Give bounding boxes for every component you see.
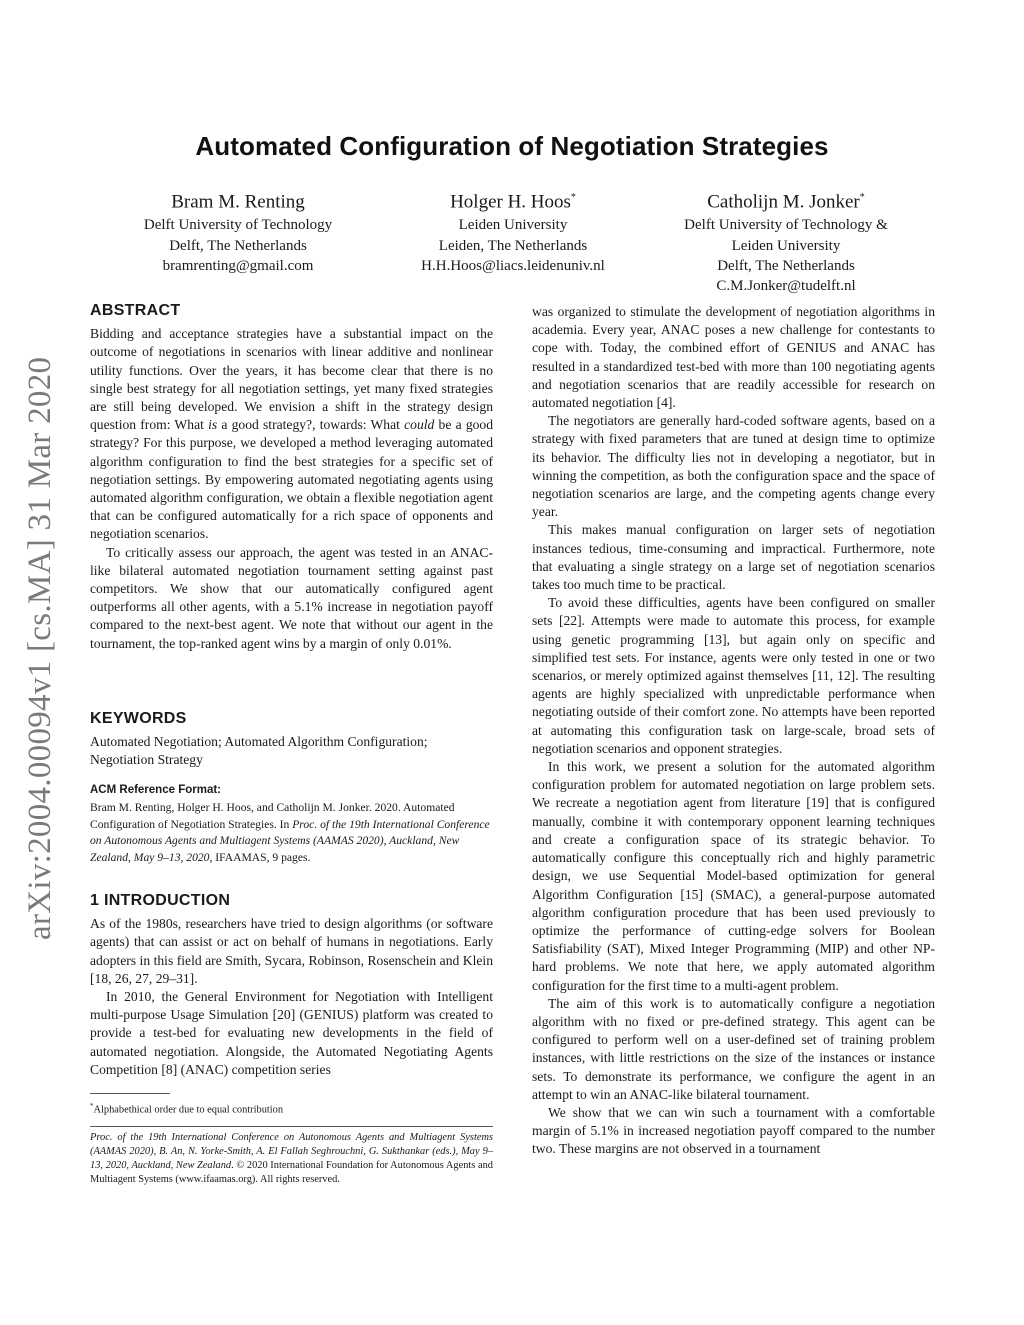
author-location: Delft, The Netherlands: [169, 237, 307, 254]
body-paragraph: The negotiators are generally hard-coded software agents, based on a strategy with fixed parameters that are tuned at design time to optimize its behavior. The difficulty lies not in developing a negotiator, but in winning the competition, as both the configuration space and the space of negotiation scenarios are large, and the competing agents change every year.: [532, 413, 935, 520]
keywords-text: Automated Negotiation; Automated Algorithm Configuration; Negotiation Strategy: [90, 734, 428, 768]
author-name: Bram M. Renting: [171, 191, 305, 213]
acm-reference-text: Bram M. Renting, Holger H. Hoos, and Catholijn M. Jonker. 2020. Automated Configuration of Negotiation Strategies. In Proc. of the 19th International Conference on Autonomous Agents and Multiagent Systems (AAMAS 2020), Auckland, New Zealand, May 9–13, 2020, IFAAMAS, 9 pages.: [90, 801, 490, 864]
author-block: [385, 186, 641, 276]
author-location: Leiden, The Netherlands: [438, 237, 588, 254]
author-name: Catholijn M. Jonker*: [707, 191, 865, 213]
author-email: bramrenting@gmail.com: [162, 257, 314, 274]
acm-reference-heading: ACM Reference Format:: [90, 784, 221, 796]
footnote-rule: [90, 1093, 170, 1094]
body-paragraph: The aim of this work is to automatically configure a negotiation algorithm with no fixed or pre-defined strategy. This agent can be configured to perform well on a user-defined set of training problem instances, with little restrictions on the size of the instances or instance sets. To demonstrate its performance, we configure the agent in an attempt to win an ANAC-like bilateral tournament.: [532, 995, 935, 1102]
body-paragraph: In this work, we present a solution for the automated algorithm configuration problem for automated negotiation on large problem sets. We recreate a negotiation agent from literature [19] that is configured manually, combine it with contemporary opponent learning techniques and create a configuration space of its strategic behavior. To automatically configure this conceptually rich and highly parametric design, we use Sequential Model-based optimization for general Algorithm Configuration [15] (SMAC), a general-purpose automated algorithm configuration procedure that has been used previously to optimize the performance of cutting-edge solvers for Boolean Satisfiability (SAT), Mixed Integer Programming (MIP) and other NP-hard problems. We note that here, we apply automated algorithm configuration for the first time to a multi-agent problem.: [532, 759, 935, 993]
arxiv-stamp: arXiv:2004.00094v1 [cs.MA] 31 Mar 2020: [22, 356, 58, 940]
acm-reference: [90, 782, 493, 866]
author-block: [656, 186, 916, 297]
page-title: Automated Configuration of Negotiation Strategies: [195, 131, 829, 161]
author-email: C.M.Jonker@tudelft.nl: [716, 278, 856, 295]
introduction-section: [90, 892, 493, 1079]
keywords-section: [90, 710, 493, 770]
introduction-heading: 1 INTRODUCTION: [90, 892, 231, 909]
author-location: Delft, The Netherlands: [717, 257, 855, 274]
author-email: H.H.Hoos@liacs.leidenuniv.nl: [421, 257, 605, 274]
author-affiliation: Leiden University: [458, 217, 568, 234]
body-paragraph: This makes manual configuration on larger sets of negotiation instances tedious, time-consuming and impractical. Furthermore, note that evaluating a single strategy on a large set of negotiation scenarios takes too much time to be practical.: [532, 522, 935, 593]
intro-paragraph: In 2010, the General Environment for Negotiation with Intelligent multi-purpose Usage Simulation [20] (GENIUS) platform was created to provide a test-bed for evaluating new developments in the field of automated negotiation. Alongside, the Automated Negotiating Agents Competition [8] (ANAC) competition series: [90, 989, 493, 1077]
body-paragraph: We show that we can win such a tournament with a comfortable margin of 5.1% in increased negotiation payoff compared to the number two. These margins are not observed in a tournament: [532, 1104, 935, 1157]
author-block: [110, 186, 366, 276]
author-name: Holger H. Hoos*: [450, 191, 576, 213]
footnote: *Alphabethical order due to equal contribution: [90, 1102, 284, 1116]
keywords-heading: KEYWORDS: [90, 710, 187, 727]
author-affiliation: Delft University of Technology &: [684, 217, 888, 234]
intro-paragraph: As of the 1980s, researchers have tried to design algorithms (or software agents) that can assist or act on behalf of humans in negotiations. Early adopters in this field are Smith, Sycara, Robinson, Rosenschein and Klein [18, 26, 27, 29–31].: [90, 916, 493, 986]
abstract-section: [90, 302, 493, 653]
author-affiliation: Leiden University: [731, 237, 841, 254]
abstract-paragraph: Bidding and acceptance strategies have a substantial impact on the outcome of negotiations in scenarios with linear additive and nonlinear utility functions. Over the years, it has become clear that there is no single best strategy for all negotiation settings, yet many fixed strategies are still being developed. We envision a shift in the strategy design question from: What is a good strategy?, towards: What could be a good strategy? For this purpose, we developed a method leveraging automated algorithm configuration to find the best strategies for a specific set of negotiation settings. By empowering automated negotiating agents using automated algorithm configuration, we obtain a flexible negotiation agent that can be configured automatically for a rich space of opponents and negotiation scenarios.: [90, 326, 494, 542]
body-paragraph: was organized to stimulate the development of negotiation algorithms in academia. Every year, ANAC poses a new challenge for contestants to cope with. Today, the combined effort of GENIUS and ANAC has resulted in a standardized test-bed with more than 100 negotiating agents and negotiation scenarios that are readily accessible for research on automated negotiation [4].: [532, 304, 935, 411]
body-paragraph: To avoid these difficulties, agents have been configured on smaller sets [22]. Attempts were made to automate this process, for example using genetic programming [13], but again only on specific and simplified test sets. For instance, agents were only tested in one or two scenarios, or merely optimized against themselves [11, 12]. The resulting agents are highly specialized with unpredictable performance when negotiating outside of their comfort zone. No attempts have been reported at automating this configuration task on large-scale, broad sets of negotiation scenarios and opponent strategies.: [532, 595, 935, 756]
abstract-paragraph: To critically assess our approach, the agent was tested in an ANAC-like bilateral automated negotiation tournament setting against past competitors. We show that our automatically configured agent outperforms all other agents, with a 5.1% increase in negotiation payoff compared to the next-best agent. We note that without our agent in the tournament, the top-ranked agent wins by a margin of only 0.01%.: [90, 544, 493, 651]
author-affiliation: Delft University of Technology: [143, 217, 333, 234]
copyright-notice: Proc. of the 19th International Conference on Autonomous Agents and Multiagent Systems (AAMAS 2020), B. An, N. Yorke-Smith, A. El Fallah Seghrouchni, G. Sukthankar (eds.), May 9–13, 2020, Auckland, New Zealand. © 2020 International Foundation for Autonomous Agents and Multiagent Systems (www.ifaamas.org). All rights reserved.: [90, 1132, 493, 1185]
right-column: [532, 303, 935, 1159]
copyright-rule: [90, 1126, 493, 1127]
abstract-heading: ABSTRACT: [90, 302, 181, 319]
